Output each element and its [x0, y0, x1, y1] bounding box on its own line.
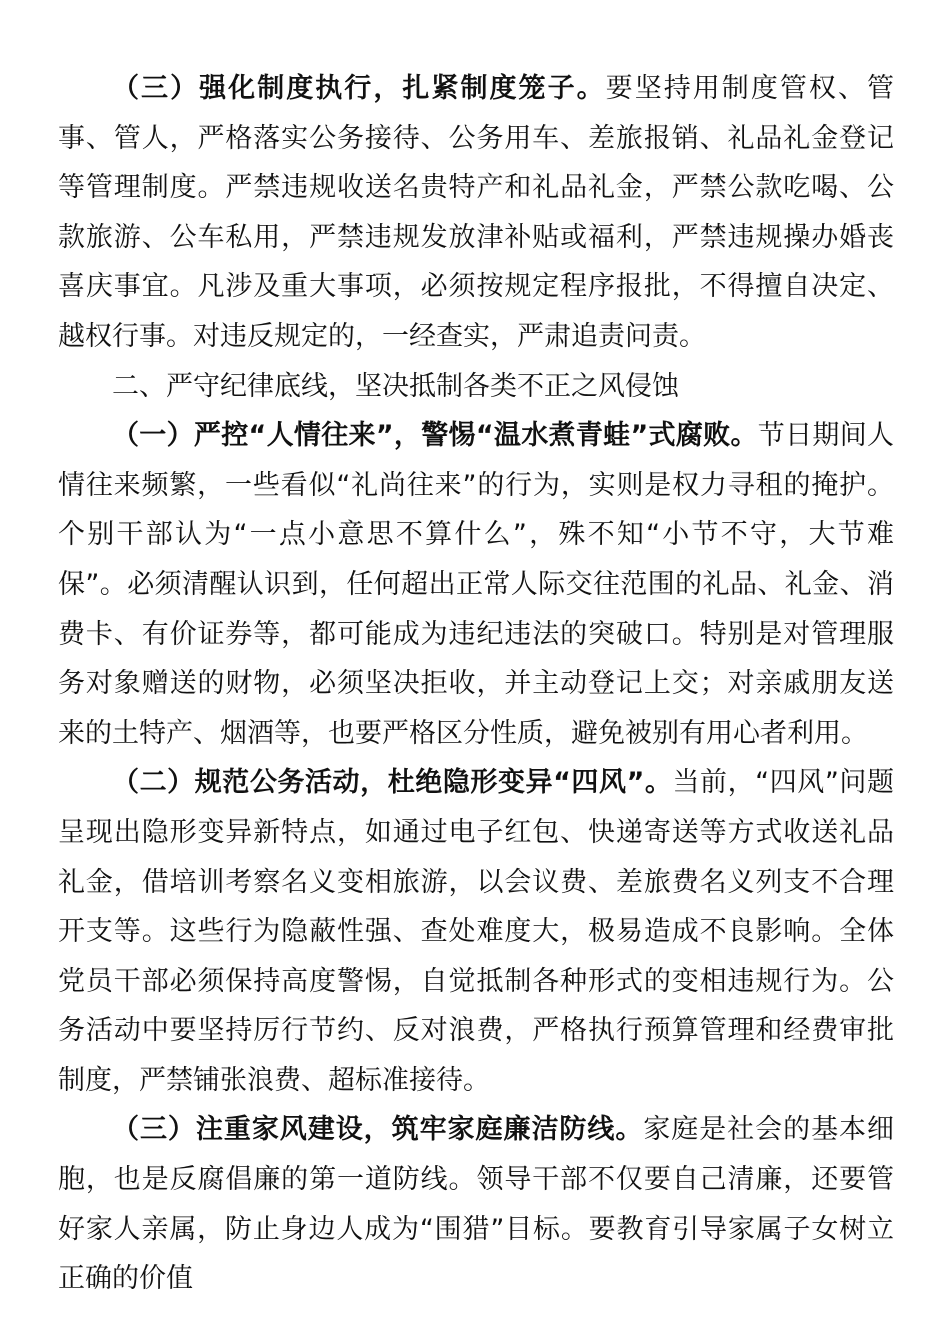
paragraph-personal-relations [58, 411, 894, 758]
paragraph-official-activities [58, 758, 894, 1105]
paragraph-heading: （二）规范公务活动，杜绝隐形变异“四风”。 [112, 767, 673, 799]
section-heading-discipline [58, 362, 894, 412]
paragraph-body: 节日期间人情往来频繁，一些看似“礼尚往来”的行为，实则是权力寻租的掩护。个别干部认为“一点小意思不算什么”，殊不知“小节不守，大节难保”。必须清醒认识到，任何超出正常人际交往范围的礼品、礼金、消费卡、有价证券等，都可能成为违纪违法的突破口。特别是对管理服务对象赠送的财物，必须坚决拒收，并主动登记上交；对亲戚朋友送来的土特产、烟酒等，也要严格区分性质，避免被别有用心者利用。 [58, 420, 895, 749]
paragraph-body: 当前，“四风”问题呈现出隐形变异新特点，如通过电子红包、快递寄送等方式收送礼品礼金，借培训考察名义变相旅游，以会议费、差旅费名义列支不合理开支等。这些行为隐蔽性强、查处难度大，极易造成不良影响。全体党员干部必须保持高度警惕，自觉抵制各种形式的变相违规行为。公务活动中要坚持厉行节约、反对浪费，严格执行预算管理和经费审批制度，严禁铺张浪费、超标准接待。 [58, 767, 894, 1096]
paragraph-heading: （三）注重家风建设，筑牢家庭廉洁防线。 [112, 1114, 644, 1146]
document-page [58, 64, 894, 1304]
paragraph-institution-enforcement [58, 64, 894, 362]
paragraph-body: 家庭是社会的基本细胞，也是反腐倡廉的第一道防线。领导干部不仅要自己清廉，还要管好家人亲属，防止身边人成为“围猎”目标。要教育引导家属子女树立正确的价值 [58, 1114, 895, 1295]
paragraph-heading: （三）强化制度执行，扎紧制度笼子。 [112, 73, 606, 104]
paragraph-family-ethics [58, 1105, 894, 1303]
paragraph-heading: （一）严控“人情往来”，警惕“温水煮青蛙”式腐败。 [112, 420, 758, 452]
paragraph-body: 要坚持用制度管权、管事、管人，严格落实公务接待、公务用车、差旅报销、礼品礼金登记等管理制度。严禁违规收送名贵特产和礼品礼金，严禁公款吃喝、公款旅游、公车私用，严禁违规发放津补贴或福利，严禁违规操办婚丧喜庆事宜。凡涉及重大事项，必须按规定程序报批，不得擅自决定、越权行事。对违反规定的，一经查实，严肃追责问责。 [58, 73, 895, 352]
section-title: 二、严守纪律底线，坚决抵制各类不正之风侵蚀 [112, 370, 679, 402]
